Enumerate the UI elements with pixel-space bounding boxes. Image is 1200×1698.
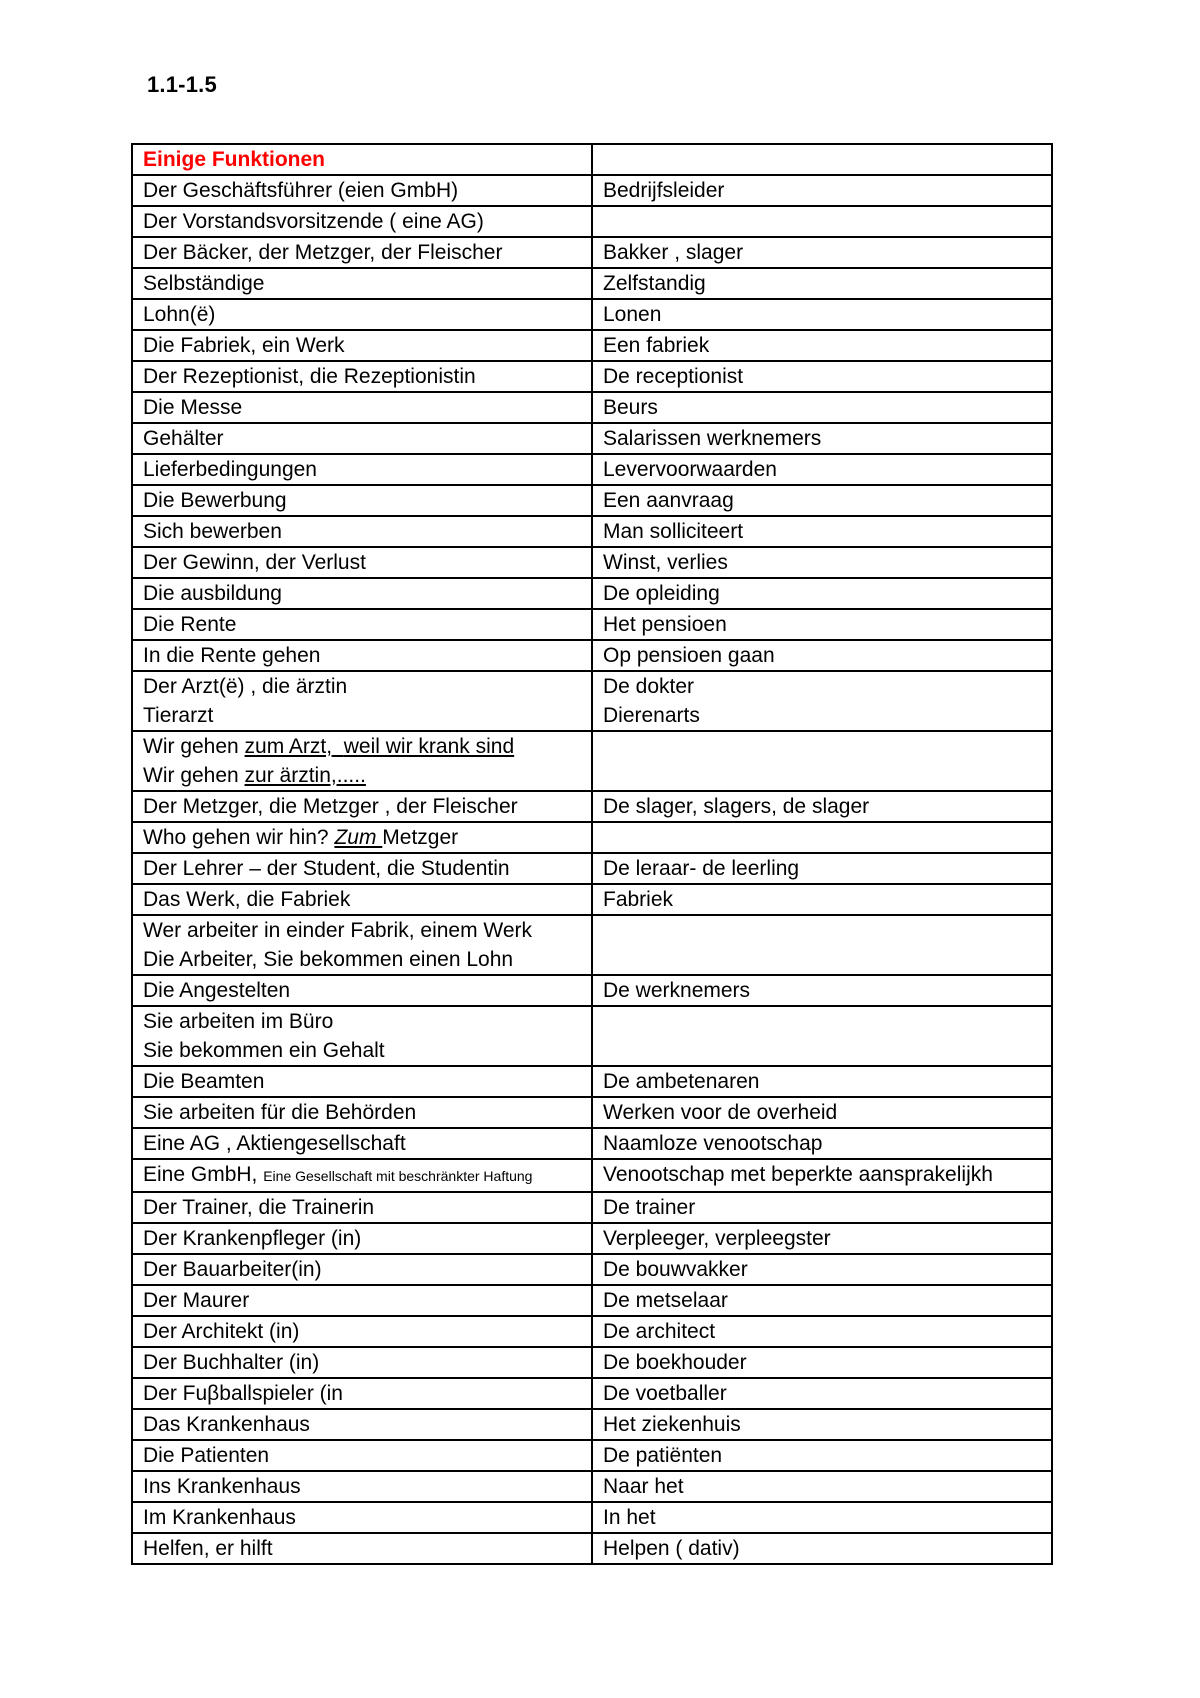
header-dutch: [592, 144, 1052, 175]
german-cell: [132, 731, 592, 791]
german-cell: Der Bauarbeiter(in): [132, 1254, 592, 1285]
text-run: Wir gehen: [143, 764, 245, 787]
dutch-cell: Naamloze venootschap: [592, 1128, 1052, 1159]
german-cell: [132, 1159, 592, 1192]
german-cell: Lohn(ë): [132, 299, 592, 330]
page-heading: 1.1-1.5: [147, 72, 217, 97]
german-cell: Die Beamten: [132, 1066, 592, 1097]
table-row: [132, 853, 1052, 884]
table-row: [132, 822, 1052, 853]
german-cell: [132, 822, 592, 853]
german-cell: Der Geschäftsführer (eien GmbH): [132, 175, 592, 206]
dutch-cell: [592, 915, 1052, 975]
german-cell: In die Rente gehen: [132, 640, 592, 671]
table-row: [132, 1066, 1052, 1097]
german-cell: Helfen, er hilft: [132, 1533, 592, 1564]
vocabulary-table: [131, 143, 1053, 1565]
dutch-cell: In het: [592, 1502, 1052, 1533]
text-run: Metzger: [382, 826, 459, 849]
cell-line: Der Arzt(ë) , die ärztin: [143, 675, 348, 698]
cell-line: [143, 732, 581, 761]
dutch-cell: Verpleeger, verpleegster: [592, 1223, 1052, 1254]
table-row: [132, 640, 1052, 671]
german-cell: Der Fuβballspieler (in: [132, 1378, 592, 1409]
german-cell: Ins Krankenhaus: [132, 1471, 592, 1502]
dutch-cell: De patiënten: [592, 1440, 1052, 1471]
table-row: [132, 671, 1052, 731]
table-row: [132, 268, 1052, 299]
table-row: [132, 392, 1052, 423]
table-row: [132, 609, 1052, 640]
dutch-cell: Naar het: [592, 1471, 1052, 1502]
dutch-cell: [592, 822, 1052, 853]
table-row: [132, 1128, 1052, 1159]
table-row: [132, 1097, 1052, 1128]
text-run: Eine GmbH,: [143, 1163, 264, 1186]
dutch-cell: De receptionist: [592, 361, 1052, 392]
cell-line: Tierarzt: [143, 704, 214, 727]
german-cell: Eine AG , Aktiengesellschaft: [132, 1128, 592, 1159]
table-row: [132, 1347, 1052, 1378]
small-text: Eine Gesellschaft mit beschränkter Haftung: [263, 1168, 533, 1184]
dutch-cell: [592, 671, 1052, 731]
german-cell: Die Messe: [132, 392, 592, 423]
dutch-cell: De slager, slagers, de slager: [592, 791, 1052, 822]
german-cell: Selbständige: [132, 268, 592, 299]
german-cell: Der Gewinn, der Verlust: [132, 547, 592, 578]
german-cell: Der Metzger, die Metzger , der Fleischer: [132, 791, 592, 822]
dutch-cell: De werknemers: [592, 975, 1052, 1006]
table-row: [132, 1254, 1052, 1285]
german-cell: [132, 915, 592, 975]
dutch-cell: Een aanvraag: [592, 485, 1052, 516]
underlined-italic-text: Zum: [334, 826, 383, 849]
dutch-cell: Op pensioen gaan: [592, 640, 1052, 671]
dutch-cell: De ambetenaren: [592, 1066, 1052, 1097]
table-row: [132, 330, 1052, 361]
header-title: Einige Funktionen: [143, 148, 325, 171]
cell-line: Dierenarts: [603, 704, 700, 727]
dutch-cell: Het ziekenhuis: [592, 1409, 1052, 1440]
german-cell: Das Werk, die Fabriek: [132, 884, 592, 915]
table-row: [132, 485, 1052, 516]
table-row: [132, 1409, 1052, 1440]
table-row: [132, 547, 1052, 578]
dutch-cell: Man solliciteert: [592, 516, 1052, 547]
cell-line: De dokter: [603, 675, 695, 698]
dutch-cell: De bouwvakker: [592, 1254, 1052, 1285]
dutch-cell: De opleiding: [592, 578, 1052, 609]
underlined-text: [332, 735, 344, 758]
cell-line: Sie arbeiten im Büro: [143, 1010, 334, 1033]
german-cell: Der Architekt (in): [132, 1316, 592, 1347]
table-row: [132, 731, 1052, 791]
table-row: [132, 1285, 1052, 1316]
underlined-text: weil wir krank sind: [343, 735, 515, 758]
dutch-cell: [592, 731, 1052, 791]
dutch-cell: Fabriek: [592, 884, 1052, 915]
german-cell: Der Bäcker, der Metzger, der Fleischer: [132, 237, 592, 268]
dutch-cell: De architect: [592, 1316, 1052, 1347]
german-cell: Die Patienten: [132, 1440, 592, 1471]
dutch-cell: De boekhouder: [592, 1347, 1052, 1378]
dutch-cell: Het pensioen: [592, 609, 1052, 640]
table-row: [132, 1159, 1052, 1192]
german-cell: Der Maurer: [132, 1285, 592, 1316]
german-cell: Die Bewerbung: [132, 485, 592, 516]
dutch-cell: Helpen ( dativ): [592, 1533, 1052, 1564]
dutch-cell: De voetballer: [592, 1378, 1052, 1409]
german-cell: [132, 1006, 592, 1066]
table-row: [132, 1471, 1052, 1502]
german-cell: Die Fabriek, ein Werk: [132, 330, 592, 361]
table-row: [132, 1502, 1052, 1533]
underlined-text: zum Arzt,: [244, 735, 333, 758]
german-cell: Der Buchhalter (in): [132, 1347, 592, 1378]
dutch-cell: Werken voor de overheid: [592, 1097, 1052, 1128]
text-run: Who gehen wir hin?: [143, 826, 335, 849]
dutch-cell: [592, 1006, 1052, 1066]
cell-line: Sie bekommen ein Gehalt: [143, 1039, 385, 1062]
dutch-cell: Beurs: [592, 392, 1052, 423]
german-cell: Gehälter: [132, 423, 592, 454]
german-cell: Das Krankenhaus: [132, 1409, 592, 1440]
german-cell: Sich bewerben: [132, 516, 592, 547]
header-german: [132, 144, 592, 175]
dutch-cell: De leraar- de leerling: [592, 853, 1052, 884]
table-row: [132, 206, 1052, 237]
table-row: [132, 578, 1052, 609]
dutch-cell: De trainer: [592, 1192, 1052, 1223]
table-row: [132, 175, 1052, 206]
dutch-cell: Bakker , slager: [592, 237, 1052, 268]
german-cell: Der Krankenpfleger (in): [132, 1223, 592, 1254]
table-row: [132, 361, 1052, 392]
table-row: [132, 1378, 1052, 1409]
table-row: [132, 1533, 1052, 1564]
table-row: [132, 791, 1052, 822]
table-row: [132, 454, 1052, 485]
german-cell: Im Krankenhaus: [132, 1502, 592, 1533]
german-cell: Der Rezeptionist, die Rezeptionistin: [132, 361, 592, 392]
table-header-row: [132, 144, 1052, 175]
dutch-cell: Een fabriek: [592, 330, 1052, 361]
german-cell: Die Angestelten: [132, 975, 592, 1006]
dutch-cell: Lonen: [592, 299, 1052, 330]
table-row: [132, 423, 1052, 454]
german-cell: Die Rente: [132, 609, 592, 640]
table-row: [132, 915, 1052, 975]
table-row: [132, 1316, 1052, 1347]
table-row: [132, 975, 1052, 1006]
table-row: [132, 1192, 1052, 1223]
cell-line: Die Arbeiter, Sie bekommen einen Lohn: [143, 948, 514, 971]
table-row: [132, 1223, 1052, 1254]
dutch-cell: Venootschap met beperkte aansprakelijkh: [592, 1159, 1052, 1192]
dutch-cell: Bedrijfsleider: [592, 175, 1052, 206]
table-row: [132, 237, 1052, 268]
text-run: Wir gehen: [143, 735, 245, 758]
german-cell: Der Trainer, die Trainerin: [132, 1192, 592, 1223]
german-cell: Der Vorstandsvorsitzende ( eine AG): [132, 206, 592, 237]
table-row: [132, 884, 1052, 915]
table-row: [132, 299, 1052, 330]
cell-line: Wer arbeiter in einder Fabrik, einem Werk: [143, 919, 533, 942]
german-cell: Die ausbildung: [132, 578, 592, 609]
dutch-cell: Winst, verlies: [592, 547, 1052, 578]
table-row: [132, 1006, 1052, 1066]
dutch-cell: [592, 206, 1052, 237]
dutch-cell: De metselaar: [592, 1285, 1052, 1316]
german-cell: Der Lehrer – der Student, die Studentin: [132, 853, 592, 884]
dutch-cell: Zelfstandig: [592, 268, 1052, 299]
german-cell: Lieferbedingungen: [132, 454, 592, 485]
dutch-cell: Salarissen werknemers: [592, 423, 1052, 454]
cell-line: [143, 761, 581, 790]
german-cell: [132, 671, 592, 731]
german-cell: Sie arbeiten für die Behörden: [132, 1097, 592, 1128]
table-row: [132, 1440, 1052, 1471]
underlined-text: zur ärztin,.....: [244, 764, 366, 787]
dutch-cell: Levervoorwaarden: [592, 454, 1052, 485]
table-row: [132, 516, 1052, 547]
